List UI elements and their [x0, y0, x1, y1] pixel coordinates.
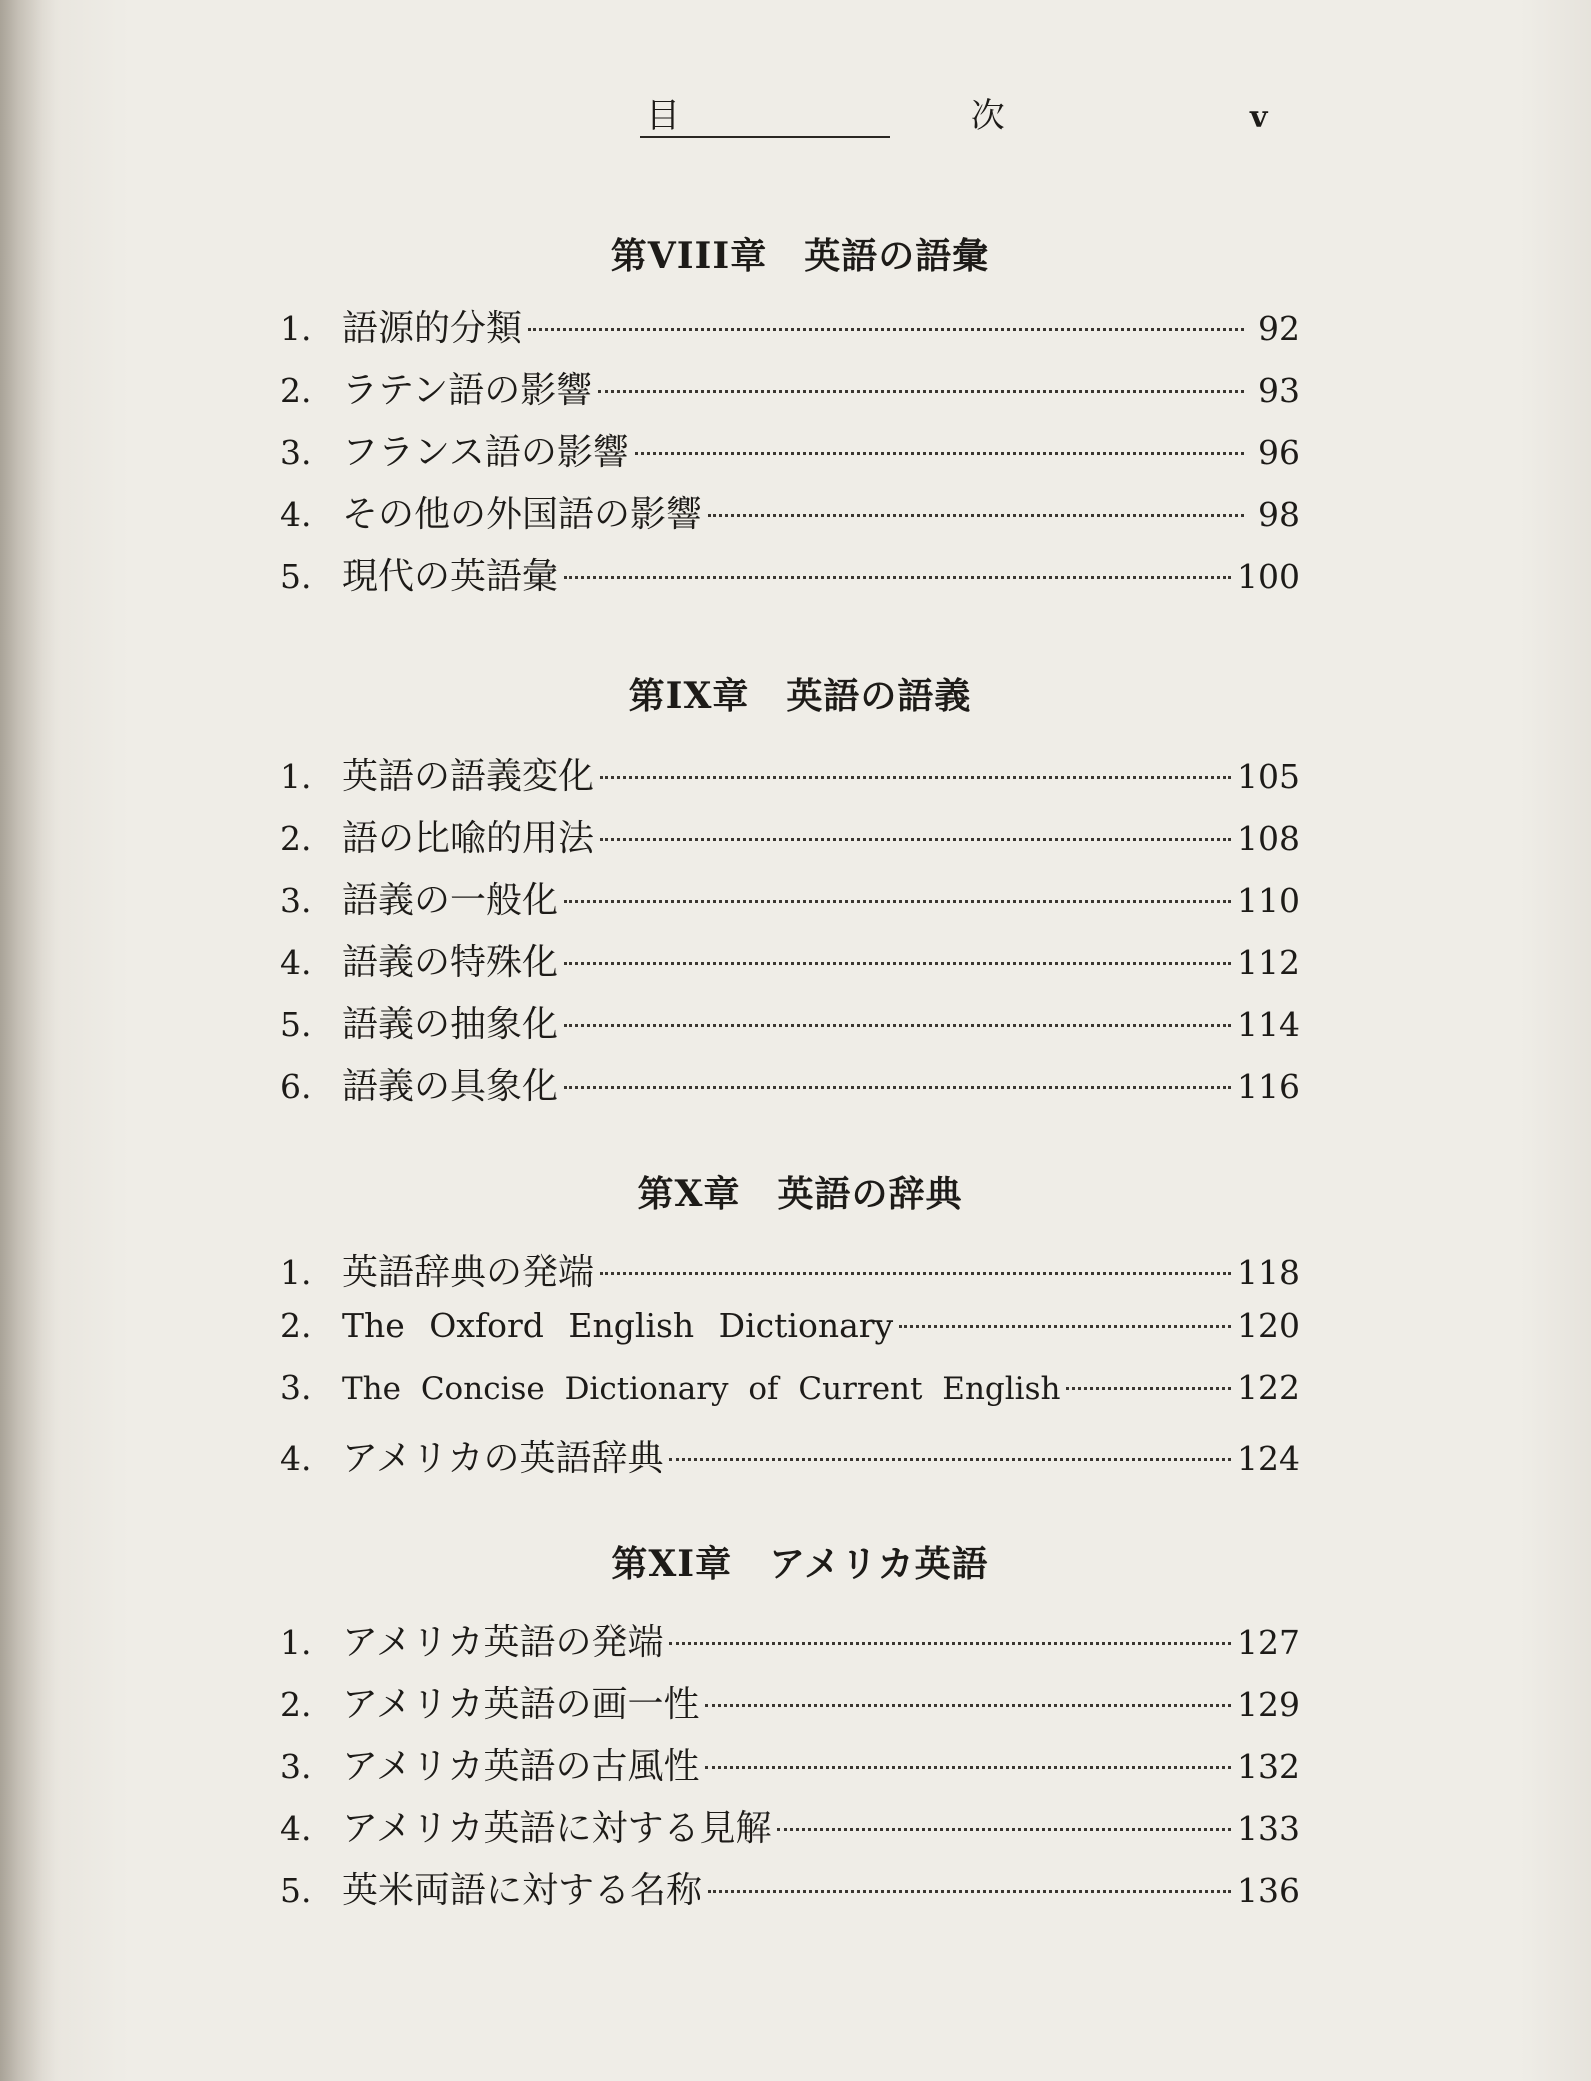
item-page: 136 [1237, 1871, 1300, 1910]
item-title: アメリカ英語の発端 [342, 1622, 664, 1663]
chapter-heading: 第X章 英語の辞典 [637, 1173, 963, 1215]
toc-row [280, 1862, 1300, 1912]
toc-row [280, 1368, 1300, 1418]
item-number: 5. [280, 1871, 312, 1910]
item-page: 100 [1237, 557, 1300, 596]
item-title: 英米両語に対する名称 [342, 1870, 703, 1911]
toc-row [280, 872, 1300, 922]
dot-leader [598, 390, 1244, 393]
item-number: 2. [280, 371, 312, 410]
item-number: 5. [280, 557, 312, 596]
toc-row [280, 1244, 1300, 1294]
item-title: 語の比喩的用法 [342, 818, 595, 859]
item-page: 129 [1237, 1685, 1300, 1724]
toc-row [280, 1306, 1300, 1356]
item-page: 127 [1237, 1623, 1300, 1662]
item-title: 語義の一般化 [342, 880, 559, 921]
item-title: 語義の特殊化 [342, 942, 559, 983]
dot-leader [564, 1086, 1231, 1089]
item-number: 3. [280, 433, 312, 472]
toc-row [280, 300, 1300, 350]
item-page: 108 [1237, 819, 1300, 858]
item-number: 4. [280, 1439, 312, 1478]
chapter-heading: 第IX章 英語の語義 [628, 675, 972, 717]
item-page: 120 [1237, 1306, 1300, 1345]
toc-row [280, 1058, 1300, 1108]
item-number: 4. [280, 943, 312, 982]
dot-leader [600, 838, 1231, 841]
item-number: 1. [280, 309, 312, 348]
item-title: フランス語の影響 [342, 432, 629, 473]
header-rule [640, 136, 890, 138]
dot-leader [600, 1272, 1231, 1275]
toc-row [280, 1676, 1300, 1726]
toc-row [280, 810, 1300, 860]
item-number: 4. [280, 495, 312, 534]
page-number: v [1250, 100, 1268, 135]
item-page: 110 [1237, 881, 1300, 920]
item-number: 2. [280, 1306, 312, 1345]
item-number: 3. [280, 881, 312, 920]
item-page: 124 [1237, 1439, 1300, 1478]
item-page: 133 [1237, 1809, 1300, 1848]
toc-row [280, 996, 1300, 1046]
item-page: 118 [1237, 1253, 1300, 1292]
item-page: 93 [1258, 371, 1300, 410]
item-title: アメリカ英語の古風性 [342, 1746, 700, 1787]
page-header [640, 88, 1145, 138]
item-page: 105 [1237, 757, 1300, 796]
book-spine-shadow [0, 0, 60, 2081]
toc-row [280, 1738, 1300, 1788]
dot-leader [705, 1766, 1231, 1769]
item-title: その他の外国語の影響 [342, 494, 703, 535]
dot-leader [564, 1024, 1231, 1027]
item-title: 英語の語義変化 [342, 756, 595, 797]
item-page: 98 [1258, 495, 1300, 534]
item-page: 116 [1237, 1067, 1300, 1106]
item-number: 2. [280, 819, 312, 858]
item-title: アメリカの英語辞典 [342, 1438, 664, 1479]
item-title: アメリカ英語の画一性 [342, 1684, 700, 1725]
dot-leader [635, 452, 1244, 455]
item-title: The Oxford English Dictionary [342, 1306, 894, 1345]
chapter-heading: 第XI章 アメリカ英語 [611, 1543, 989, 1585]
item-number: 1. [280, 757, 312, 796]
item-number: 6. [280, 1067, 312, 1106]
item-title: 英語辞典の発端 [342, 1252, 595, 1293]
toc-row [280, 486, 1300, 536]
toc-row [280, 362, 1300, 412]
toc-row [280, 748, 1300, 798]
dot-leader [600, 776, 1231, 779]
toc-row [280, 1614, 1300, 1664]
dot-leader [669, 1458, 1231, 1461]
item-number: 5. [280, 1005, 312, 1044]
item-page: 112 [1237, 943, 1300, 982]
toc-row [280, 548, 1300, 598]
dot-leader [528, 328, 1244, 331]
item-number: 3. [280, 1368, 312, 1407]
item-number: 4. [280, 1809, 312, 1848]
item-page: 114 [1237, 1005, 1300, 1044]
item-page: 92 [1258, 309, 1300, 348]
dot-leader [564, 962, 1231, 965]
toc-row [280, 1430, 1300, 1480]
dot-leader [708, 514, 1244, 517]
item-page: 132 [1237, 1747, 1300, 1786]
dot-leader [564, 576, 1231, 579]
dot-leader [1066, 1387, 1231, 1390]
toc-row [280, 1800, 1300, 1850]
item-page: 122 [1237, 1368, 1300, 1407]
item-title: The Concise Dictionary of Current English [342, 1371, 1061, 1407]
item-number: 1. [280, 1623, 312, 1662]
chapter-heading: 第VIII章 英語の語彙 [610, 235, 990, 277]
dot-leader [708, 1890, 1231, 1893]
item-page: 96 [1258, 433, 1300, 472]
item-title: アメリカ英語に対する見解 [342, 1808, 772, 1849]
dot-leader [777, 1828, 1231, 1831]
item-title: ラテン語の影響 [342, 370, 593, 411]
item-title: 語義の具象化 [342, 1066, 559, 1107]
dot-leader [564, 900, 1231, 903]
item-number: 3. [280, 1747, 312, 1786]
item-number: 1. [280, 1253, 312, 1292]
page-title: 目 次 [646, 96, 1145, 136]
dot-leader [669, 1642, 1231, 1645]
dot-leader [705, 1704, 1231, 1707]
toc-row [280, 424, 1300, 474]
item-title: 現代の英語彙 [342, 556, 559, 597]
item-number: 2. [280, 1685, 312, 1724]
toc-row [280, 934, 1300, 984]
item-title: 語義の抽象化 [342, 1004, 559, 1045]
dot-leader [899, 1325, 1231, 1328]
item-title: 語源的分類 [342, 308, 523, 349]
